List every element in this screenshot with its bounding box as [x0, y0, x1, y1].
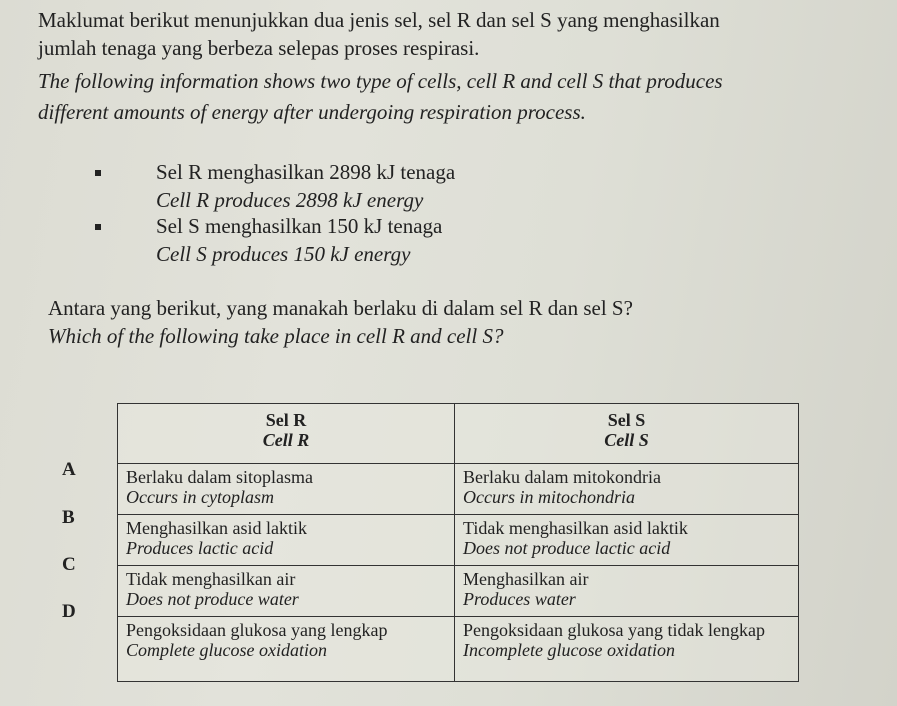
table-header-row [118, 404, 799, 464]
option-c-r-ms: Tidak menghasilkan air [126, 569, 296, 589]
option-a-r-en: Occurs in cytoplasm [126, 487, 274, 507]
option-b-r-en: Produces lactic acid [126, 538, 274, 558]
option-letter-d[interactable]: D [62, 601, 76, 622]
option-d-cell-s [455, 617, 799, 682]
fact-2-ms: Sel S menghasilkan 150 kJ tenaga [156, 214, 443, 238]
option-b-cell-s [455, 515, 799, 566]
fact-1-en: Cell R produces 2898 kJ energy [156, 188, 424, 212]
table-row-option-c[interactable] [118, 566, 799, 617]
option-c-r-en: Does not produce water [126, 589, 299, 609]
option-letter-c[interactable]: C [62, 554, 76, 575]
table-row-option-d[interactable] [118, 617, 799, 682]
option-d-s-ms: Pengoksidaan glukosa yang tidak lengkap [463, 620, 765, 640]
option-c-cell-s [455, 566, 799, 617]
header-s-ms: Sel S [607, 410, 646, 430]
bullet-marker [95, 170, 101, 176]
option-letter-b[interactable]: B [62, 507, 75, 528]
option-d-r-en: Complete glucose oxidation [126, 640, 327, 660]
option-c-s-ms: Menghasilkan air [463, 569, 589, 589]
option-a-cell-s [455, 464, 799, 515]
option-a-s-en: Occurs in mitochondria [463, 487, 635, 507]
question-ms: Antara yang berikut, yang manakah berlaku di dalam sel R dan sel S? [48, 296, 633, 320]
option-letter-a[interactable]: A [62, 459, 76, 480]
bullet-marker [95, 224, 101, 230]
intro-en-line-2: different amounts of energy after undergoing respiration process. [38, 100, 586, 124]
option-b-r-ms: Menghasilkan asid laktik [126, 518, 307, 538]
intro-en-line-1: The following information shows two type of cells, cell R and cell S that produces [38, 69, 723, 93]
option-b-cell-r [118, 515, 455, 566]
options-table [117, 403, 799, 682]
intro-ms-line-1: Maklumat berikut menunjukkan dua jenis sel, sel R dan sel S yang menghasilkan [38, 8, 720, 32]
option-a-r-ms: Berlaku dalam sitoplasma [126, 467, 313, 487]
option-b-s-ms: Tidak menghasilkan asid laktik [463, 518, 688, 538]
header-r-ms: Sel R [265, 410, 307, 430]
header-cell-s [455, 404, 799, 464]
header-r-en: Cell R [262, 430, 310, 450]
option-d-r-ms: Pengoksidaan glukosa yang lengkap [126, 620, 388, 640]
header-cell-r [118, 404, 455, 464]
header-s-en: Cell S [604, 430, 649, 450]
option-a-s-ms: Berlaku dalam mitokondria [463, 467, 661, 487]
option-d-s-en: Incomplete glucose oxidation [463, 640, 675, 660]
question-en: Which of the following take place in cell R and cell S? [48, 324, 504, 348]
fact-2-en: Cell S produces 150 kJ energy [156, 242, 411, 266]
intro-ms-line-2: jumlah tenaga yang berbeza selepas proses respirasi. [38, 36, 480, 60]
option-c-s-en: Produces water [463, 589, 576, 609]
table-row-option-a[interactable] [118, 464, 799, 515]
fact-1-ms: Sel R menghasilkan 2898 kJ tenaga [156, 160, 456, 184]
option-c-cell-r [118, 566, 455, 617]
table-row-option-b[interactable] [118, 515, 799, 566]
option-b-s-en: Does not produce lactic acid [463, 538, 671, 558]
option-a-cell-r [118, 464, 455, 515]
option-d-cell-r [118, 617, 455, 682]
